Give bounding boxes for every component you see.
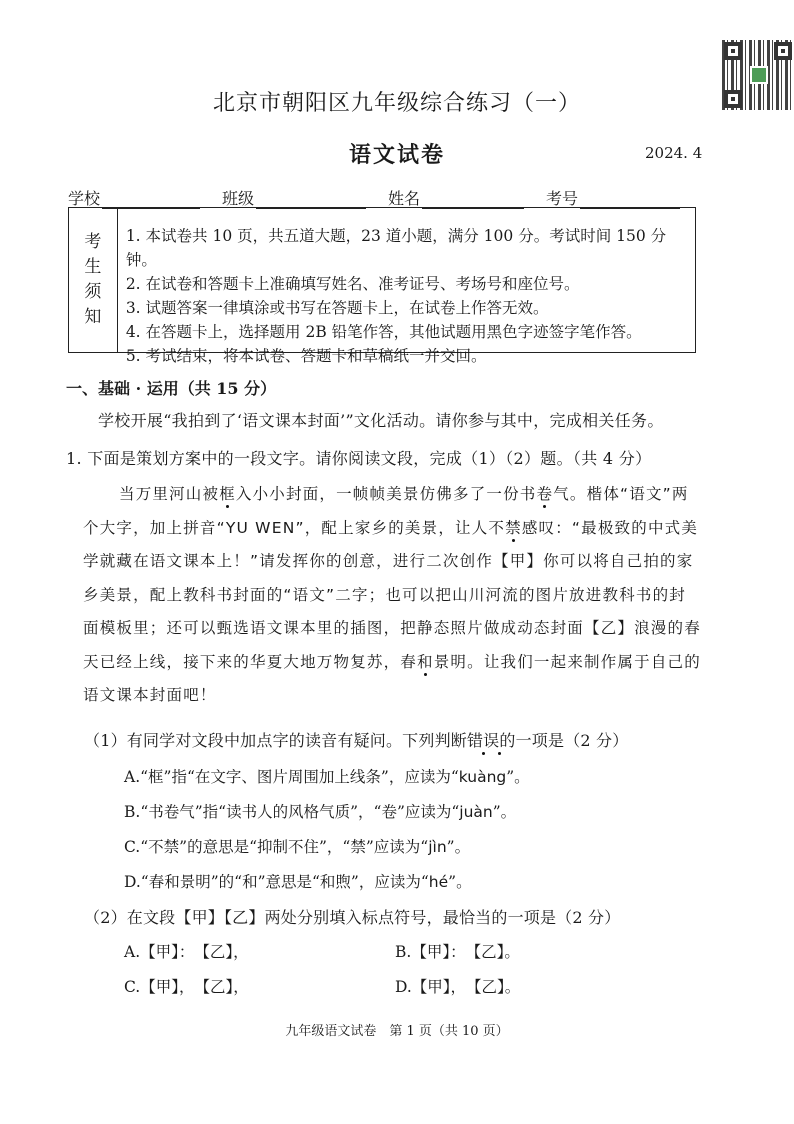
dotted-char: 禁 bbox=[505, 518, 522, 537]
candidate-notice-box bbox=[68, 207, 696, 365]
passage-line: 语文课本封面吧！ bbox=[83, 686, 217, 704]
passage-line: 当万里河山被框入小小封面，一帧帧美景仿佛多了一份书卷气。楷体“语文”两 bbox=[119, 485, 689, 503]
option-b[interactable]: B.【甲】： 【乙】。 bbox=[395, 943, 520, 961]
notice-item: 4. 在答题卡上，选择题用 2B 铅笔作答，其他试题用黑色字迹签字笔作答。 bbox=[125, 323, 642, 341]
notice-label: 考 生 须 知 bbox=[69, 208, 118, 352]
dotted-char: 卷 bbox=[536, 485, 554, 503]
question-1-stem: 1. 下面是策划方案中的一段文字。请你阅读文段，完成（1）（2）题。（共 4 分） bbox=[66, 449, 652, 468]
sub-question-2-stem: （2）在文段【甲】【乙】两处分别填入标点符号，最恰当的一项是（2 分） bbox=[84, 908, 621, 927]
exam-title: 北京市朝阳区九年级综合练习（一） bbox=[212, 91, 581, 116]
exam-number-field[interactable]: 考号 bbox=[546, 186, 680, 209]
option-a[interactable]: A.【甲】： 【乙】， bbox=[124, 943, 249, 961]
passage-line: 乡美景，配上教科书封面的“语文”二字；也可以把山川河流的图片放进教科书的封 bbox=[83, 585, 686, 604]
sub-question-1-stem: （1）有同学对文段中加点字的读音有疑问。下列判断错误的一项是（2 分） bbox=[84, 731, 629, 750]
exam-subtitle: 语文试卷 bbox=[348, 142, 445, 168]
section-heading: 一、基础 · 运用（共 15 分） bbox=[66, 379, 277, 398]
option-c[interactable]: C.【甲】， 【乙】， bbox=[124, 978, 249, 996]
notice-item: 5. 考试结束，将本试卷、答题卡和草稿纸一并交回。 bbox=[125, 347, 487, 365]
notice-item: 3. 试题答案一律填涂或书写在答题卡上，在试卷上作答无效。 bbox=[125, 299, 549, 317]
class-field[interactable]: 班级 bbox=[222, 186, 366, 209]
dotted-char: 和 bbox=[417, 652, 434, 671]
option-d[interactable]: D.【甲】， 【乙】。 bbox=[395, 978, 521, 996]
option-d[interactable]: D.“春和景明”的“和”意思是“和煦”，应读为“hé”。 bbox=[124, 873, 472, 891]
activity-intro: 学校开展“我拍到了‘语文课本封面’”文化活动。请你参与其中，完成相关任务。 bbox=[98, 411, 664, 430]
passage-line: 天已经上线，接下来的华夏大地万物复苏，春和景明。让我们一起来制作属于自己的 bbox=[83, 652, 701, 671]
passage-line: 面模板里；还可以甄选语文课本里的插图，把静态照片做成动态封面【乙】浪漫的春 bbox=[83, 619, 701, 637]
student-info-fields bbox=[68, 186, 698, 209]
passage-line: 个大字，加上拼音“YU WEN”，配上家乡的美景，让人不禁感叹：“最极致的中式美 bbox=[83, 518, 699, 537]
school-field[interactable]: 学校 bbox=[68, 186, 200, 209]
option-a[interactable]: A.“框”指“在文字、图片周围加上线条”，应读为“kuàng”。 bbox=[124, 768, 530, 786]
passage-line: 学就藏在语文课本上！”请发挥你的创意，进行二次创作【甲】你可以将自己拍的家 bbox=[83, 552, 694, 570]
option-b[interactable]: B.“书卷气”指“读书人的风格气质”，“卷”应读为“juàn”。 bbox=[124, 803, 517, 821]
option-c[interactable]: C.“不禁”的意思是“抑制不住”，“禁”应读为“jìn”。 bbox=[124, 838, 471, 856]
dotted-char: 框 bbox=[219, 485, 236, 503]
page-footer: 九年级语文试卷 第 1 页（共 10 页） bbox=[285, 1024, 509, 1039]
notice-item: 2. 在试卷和答题卡上准确填写姓名、准考证号、考场号和座位号。 bbox=[125, 275, 580, 293]
name-field[interactable]: 姓名 bbox=[388, 186, 524, 209]
notice-item: 1. 本试卷共 10 页，共五道大题，23 道小题，满分 100 分。考试时间 150 分钟。 bbox=[125, 227, 667, 269]
notice-items bbox=[118, 208, 695, 365]
exam-date: 2024. 4 bbox=[645, 144, 703, 162]
reading-passage bbox=[83, 478, 701, 713]
